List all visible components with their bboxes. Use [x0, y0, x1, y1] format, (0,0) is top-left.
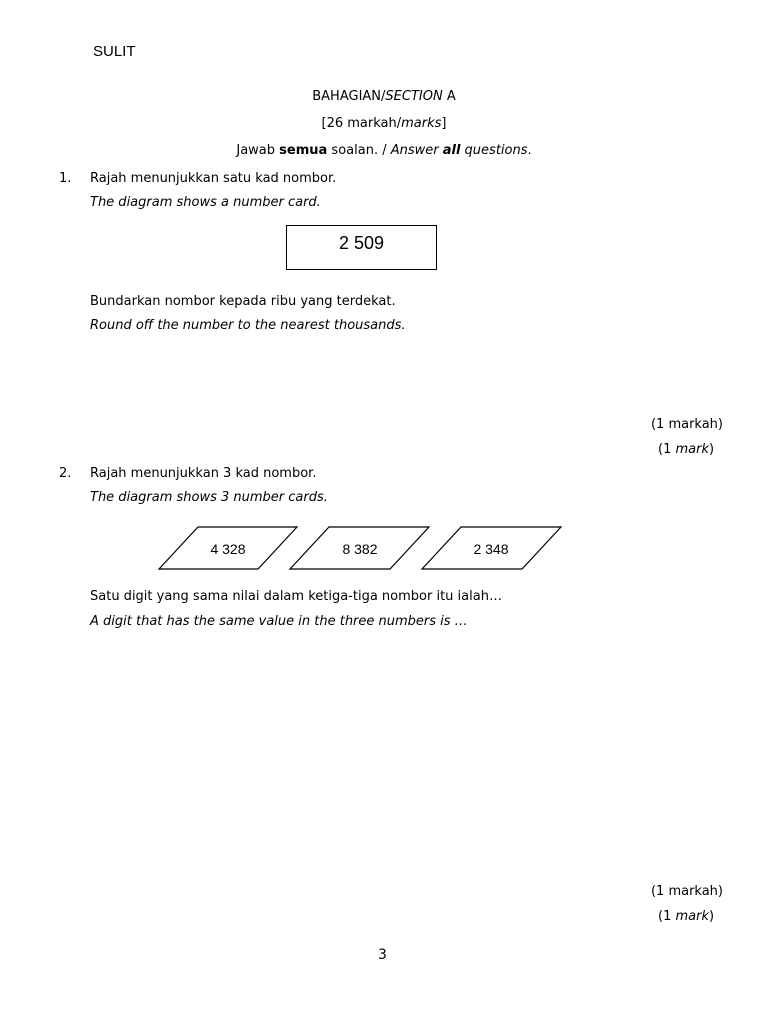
section-title: BAHAGIAN/SECTION A: [312, 89, 456, 104]
marks-malay: (1 markah): [650, 884, 723, 899]
question-intro-english: The diagram shows 3 number cards.: [90, 490, 328, 505]
question-intro-malay: Rajah menunjukkan 3 kad nombor.: [90, 466, 317, 481]
question-task-malay: Satu digit yang sama nilai dalam ketiga-tiga nombor itu ialah…: [90, 589, 502, 604]
marks-english: (1 mark): [658, 442, 715, 457]
number-card-value: 2 509: [338, 233, 385, 253]
section-instruction: Jawab semua soalan. / Answer all questions.: [236, 143, 532, 158]
number-card-value: 2 348: [473, 541, 509, 557]
question-intro-malay: Rajah menunjukkan satu kad nombor.: [90, 171, 337, 186]
page-number: 3: [378, 947, 387, 963]
number-card-value: 8 382: [342, 541, 378, 557]
confidentiality-label: SULIT: [93, 43, 136, 60]
question-task-malay: Bundarkan nombor kepada ribu yang terdekat.: [90, 294, 396, 309]
question-task-english: Round off the number to the nearest thousands.: [90, 318, 406, 333]
question-task-english: A digit that has the same value in the three numbers is …: [90, 614, 468, 629]
question-intro-english: The diagram shows a number card.: [90, 195, 321, 210]
section-total-marks: [26 markah/marks]: [321, 116, 447, 131]
number-card-value: 4 328: [210, 541, 246, 557]
marks-malay: (1 markah): [650, 417, 723, 432]
question-number: 1.: [59, 171, 72, 186]
marks-english: (1 mark): [658, 909, 715, 924]
question-number: 2.: [59, 466, 72, 481]
